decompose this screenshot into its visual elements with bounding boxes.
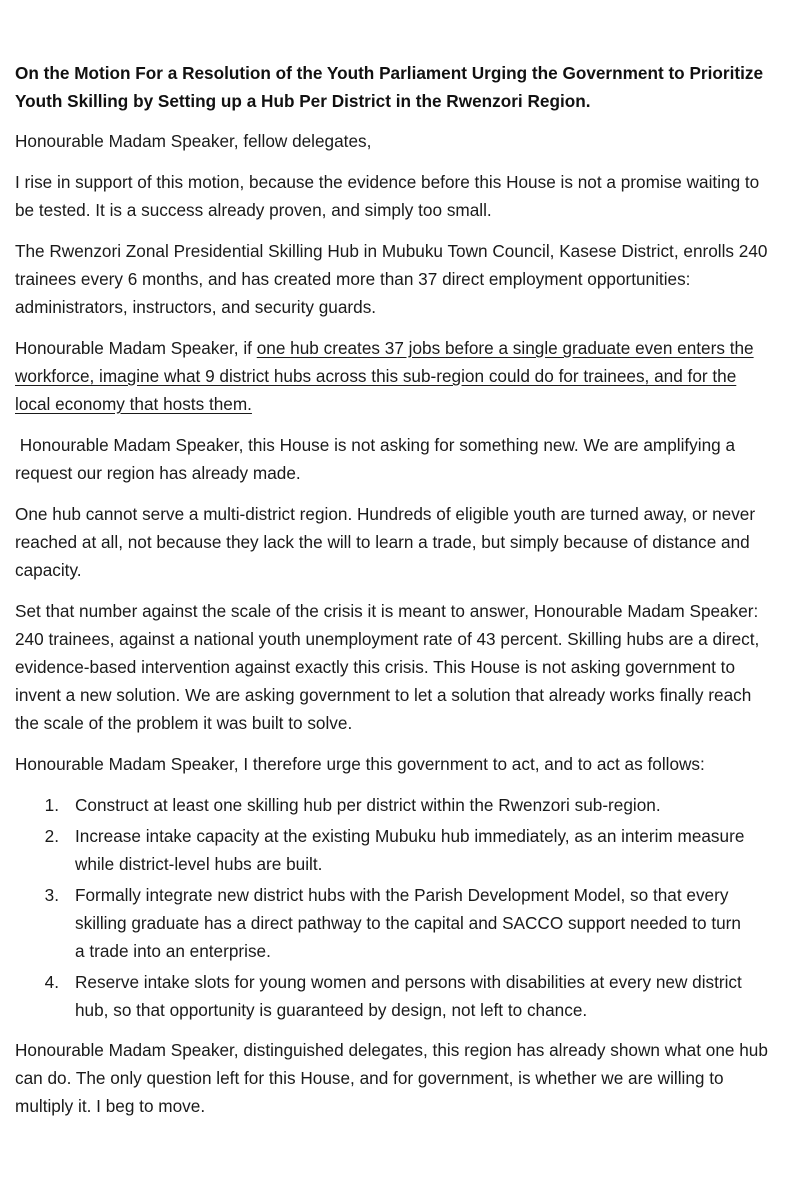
- paragraph-imagine: [15, 334, 775, 418]
- paragraph-amplify: Honourable Madam Speaker, this House is not asking for something new. We are amplifying a request our region has already made.: [15, 435, 740, 483]
- paragraph-closing: Honourable Madam Speaker, distinguished delegates, this region has already shown what one hub can do. The only question left for this House, and for government, is whether we are willing to multiply it. I beg to move.: [15, 1040, 768, 1116]
- list-number: 3.: [44, 885, 59, 905]
- paragraph-hub-facts: The Rwenzori Zonal Presidential Skilling Hub in Mubuku Town Council, Kasese District, enrolls 240 trainees every 6 months, and has created more than 37 direct employment opportunities: administrators, instructors, and security guards.: [15, 241, 768, 317]
- list-number: 1.: [44, 795, 59, 815]
- list-item: [15, 791, 775, 819]
- paragraph-capacity: One hub cannot serve a multi-district region. Hundreds of eligible youth are turned away, or never reached at all, not because they lack the will to learn a trade, but simply because of distance and capacity.: [15, 504, 756, 580]
- paragraph-urge: Honourable Madam Speaker, I therefore urge this government to act, and to act as follows:: [15, 754, 705, 774]
- list-item-text: Reserve intake slots for young women and persons with disabilities at every new district hub, so that opportunity is guaranteed by design, not left to chance.: [75, 972, 742, 1020]
- list-item: [15, 968, 775, 1024]
- list-number: 2.: [44, 826, 59, 846]
- document-page: [15, 59, 775, 1133]
- list-number: 4.: [44, 972, 59, 992]
- list-item-text: Construct at least one skilling hub per district within the Rwenzori sub-region.: [75, 795, 661, 815]
- actions-list: [15, 791, 775, 1024]
- list-item: [15, 822, 775, 878]
- underlined-emphasis: one hub creates 37 jobs before a single graduate even enters the workforce, imagine what 9 district hubs across this sub-region could do for trainees, and for the local economy that hosts them.: [15, 338, 754, 414]
- list-item: [15, 881, 775, 965]
- list-item-text: Increase intake capacity at the existing Mubuku hub immediately, as an interim measure while district-level hubs are built.: [75, 826, 745, 874]
- paragraph-crisis: Set that number against the scale of the crisis it is meant to answer, Honourable Madam Speaker: 240 trainees, against a national youth unemployment rate of 43 percent. Skilling hubs are a direct, evidence-based intervention against exactly this crisis. This House is not asking government to invent a new solution. We are asking government to let a solution that already works finally reach the scale of the problem it was built to solve.: [15, 601, 760, 733]
- document-title: On the Motion For a Resolution of the Youth Parliament Urging the Government to Prioritize Youth Skilling by Setting up a Hub Per District in the Rwenzori Region.: [15, 63, 763, 111]
- list-item-text: Formally integrate new district hubs with the Parish Development Model, so that every skilling graduate has a direct pathway to the capital and SACCO support needed to turn a trade into an enterprise.: [75, 885, 741, 961]
- salutation: Honourable Madam Speaker, fellow delegates,: [15, 131, 372, 151]
- paragraph-support: I rise in support of this motion, because the evidence before this House is not a promise waiting to be tested. It is a success already proven, and simply too small.: [15, 172, 760, 220]
- paragraph-imagine-prefix: Honourable Madam Speaker, if: [15, 338, 257, 358]
